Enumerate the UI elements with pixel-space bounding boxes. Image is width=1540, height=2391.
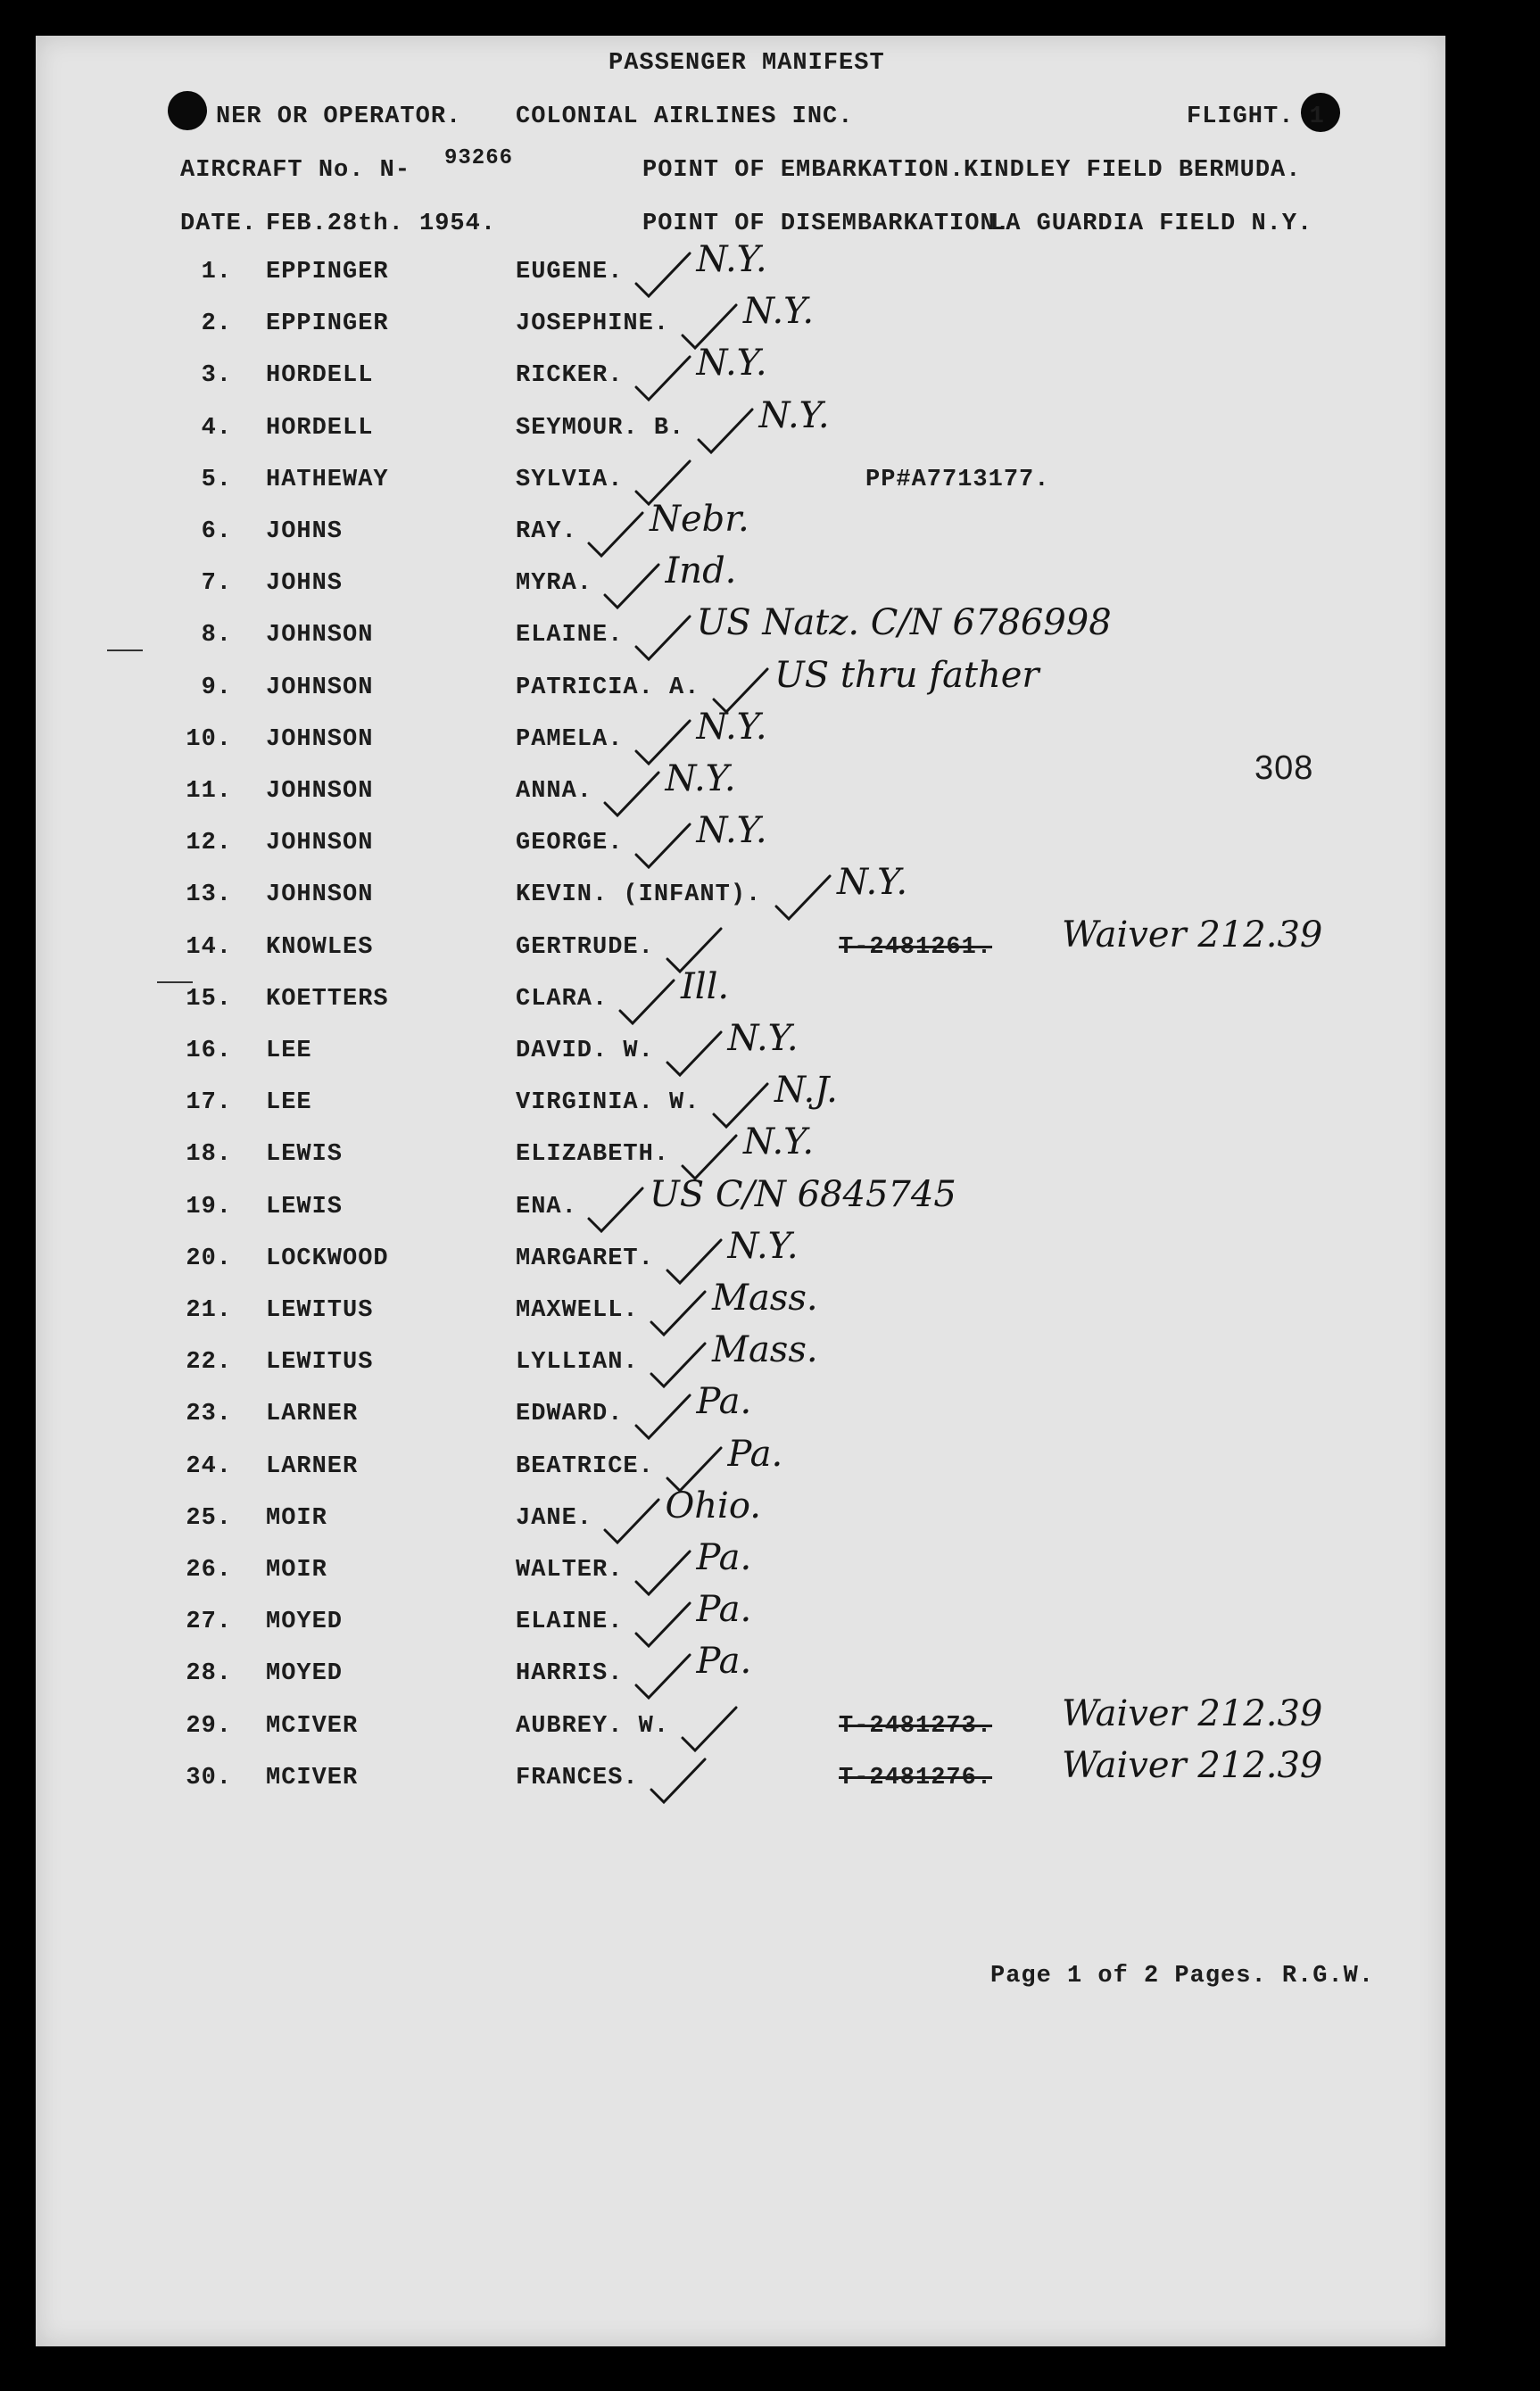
passenger-surname: MCIVER (266, 1712, 359, 1740)
passenger-number: 4. (201, 414, 232, 442)
check-mark-icon (601, 561, 664, 615)
owner-value: COLONIAL AIRLINES INC. (516, 103, 854, 130)
date-label: DATE. (180, 211, 258, 237)
stamp-number: 308 (1254, 749, 1314, 787)
check-mark-icon (633, 1651, 695, 1705)
passenger-surname: KOETTERS (266, 985, 389, 1013)
passenger-number: 13. (186, 881, 232, 909)
passenger-document-number: T-2481261. (839, 933, 993, 961)
passenger-given-name: HARRIS. (516, 1660, 624, 1688)
passenger-given-name: RAY. (516, 518, 577, 545)
check-mark-icon (633, 353, 695, 407)
passenger-number: 2. (201, 310, 232, 338)
handwritten-annotation: Nebr. (650, 499, 749, 540)
passenger-surname: EPPINGER (266, 310, 389, 338)
passenger-given-name: AUBREY. W. (516, 1712, 670, 1740)
check-mark-icon (601, 769, 664, 823)
passenger-given-name: PAMELA. (516, 725, 624, 753)
passenger-surname: LEE (266, 1089, 312, 1117)
check-mark-icon (633, 1548, 695, 1601)
passenger-number: 6. (201, 518, 232, 545)
margin-tick-14 (157, 981, 193, 983)
check-mark-icon (585, 509, 648, 563)
passenger-surname: HORDELL (266, 362, 374, 390)
margin-tick-8 (107, 649, 143, 651)
passenger-number: 3. (201, 362, 232, 390)
check-mark-icon (633, 1392, 695, 1445)
passenger-surname: LEE (266, 1038, 312, 1064)
passenger-number: 21. (186, 1297, 232, 1324)
passenger-given-name: GERTRUDE. (516, 933, 654, 961)
passenger-number: 30. (186, 1764, 232, 1791)
disembarkation-label: POINT OF DISEMBARKATION. (642, 211, 1011, 237)
passenger-surname: EPPINGER (266, 259, 389, 285)
passenger-number: 27. (186, 1609, 232, 1636)
passenger-number: 20. (186, 1245, 232, 1272)
handwritten-annotation: N.Y. (727, 1018, 799, 1059)
handwritten-annotation: N.Y. (743, 1121, 815, 1163)
passenger-number: 16. (186, 1038, 232, 1064)
aircraft-label: AIRCRAFT No. N- (180, 157, 411, 184)
handwritten-annotation: Ohio. (665, 1485, 761, 1526)
embarkation-value: KINDLEY FIELD BERMUDA. (964, 157, 1302, 184)
passenger-surname: LEWITUS (266, 1349, 374, 1377)
passenger-given-name: MYRA. (516, 570, 593, 598)
passenger-number: 22. (186, 1349, 232, 1377)
passenger-row (36, 1744, 1445, 1816)
handwritten-annotation: N.Y. (758, 394, 830, 436)
passenger-number: 11. (186, 778, 232, 805)
handwritten-annotation: Pa. (696, 1537, 752, 1578)
check-mark-icon (773, 873, 835, 926)
passenger-given-name: ENA. (516, 1193, 577, 1220)
disembarkation-value: LA GUARDIA FIELD N.Y. (990, 211, 1313, 237)
passenger-row (36, 394, 1445, 467)
passenger-given-name: EUGENE. (516, 259, 624, 285)
passenger-given-name: MAXWELL. (516, 1297, 639, 1324)
passenger-given-name: VIRGINIA. W. (516, 1089, 700, 1117)
passenger-surname: MOYED (266, 1609, 344, 1636)
manifest-title: PASSENGER MANIFEST (609, 50, 885, 77)
passenger-given-name: ELAINE. (516, 622, 624, 649)
passenger-given-name: RICKER. (516, 362, 624, 390)
passenger-row (36, 706, 1445, 778)
passenger-number: 19. (186, 1193, 232, 1220)
check-mark-icon (664, 1029, 726, 1082)
handwritten-annotation: N.Y. (743, 291, 815, 333)
check-mark-icon (648, 1288, 710, 1342)
handwritten-annotation: US C/N 6845745 (650, 1173, 956, 1215)
aircraft-number: 93266 (444, 146, 514, 170)
passenger-number: 28. (186, 1660, 232, 1688)
passenger-surname: JOHNSON (266, 674, 374, 701)
passenger-number: 1. (201, 259, 232, 285)
check-mark-icon (633, 1600, 695, 1653)
passenger-number: 8. (201, 622, 232, 649)
passenger-row (36, 914, 1445, 986)
passenger-given-name: GEORGE. (516, 830, 624, 857)
passenger-given-name: SEYMOUR. B. (516, 414, 685, 442)
handwritten-annotation: Pa. (696, 1641, 752, 1683)
check-mark-icon (679, 1704, 741, 1758)
handwritten-annotation: N.Y. (696, 810, 767, 852)
passenger-number: 18. (186, 1141, 232, 1169)
check-mark-icon (633, 250, 695, 303)
passenger-given-name: SYLVIA. (516, 466, 624, 493)
punch-hole-left (168, 91, 207, 130)
handwritten-annotation: Pa. (696, 1381, 752, 1423)
passenger-surname: HATHEWAY (266, 466, 389, 493)
passenger-number: 15. (186, 985, 232, 1013)
handwritten-annotation: N.Y. (696, 343, 767, 385)
passenger-given-name: ANNA. (516, 778, 593, 805)
passenger-given-name: PATRICIA. A. (516, 674, 700, 701)
passenger-number: 14. (186, 933, 232, 961)
handwritten-annotation: N.Y. (665, 758, 736, 799)
passenger-surname: LEWITUS (266, 1297, 374, 1324)
passenger-number: 25. (186, 1504, 232, 1532)
passenger-row (36, 499, 1445, 570)
passenger-surname: JOHNSON (266, 622, 374, 649)
handwritten-annotation: US Natz. C/N 6786998 (696, 602, 1112, 644)
passenger-given-name: JANE. (516, 1504, 593, 1532)
passenger-surname: LOCKWOOD (266, 1245, 389, 1272)
handwritten-annotation: N.J. (774, 1070, 838, 1112)
passenger-number: 26. (186, 1557, 232, 1584)
passenger-surname: JOHNSON (266, 830, 374, 857)
passenger-number: 23. (186, 1401, 232, 1428)
passenger-given-name: ELIZABETH. (516, 1141, 670, 1169)
passenger-given-name: FRANCES. (516, 1764, 639, 1791)
passenger-surname: MCIVER (266, 1764, 359, 1791)
passenger-surname: JOHNSON (266, 881, 374, 909)
passenger-document-number: T-2481276. (839, 1764, 993, 1791)
page-footer: Page 1 of 2 Pages. R.G.W. (990, 1963, 1375, 1990)
passenger-number: 7. (201, 570, 232, 598)
date-value: FEB.28th. 1954. (266, 211, 497, 237)
passenger-surname: JOHNSON (266, 725, 374, 753)
handwritten-annotation: N.Y. (837, 862, 908, 904)
check-mark-icon (648, 1756, 710, 1809)
passenger-surname: HORDELL (266, 414, 374, 442)
passenger-number: 24. (186, 1452, 232, 1480)
passenger-surname: MOIR (266, 1557, 327, 1584)
passenger-surname: JOHNSON (266, 778, 374, 805)
handwritten-annotation: Ind. (665, 550, 737, 592)
passenger-number: 10. (186, 725, 232, 753)
passenger-document-number: T-2481273. (839, 1712, 993, 1740)
passenger-given-name: CLARA. (516, 985, 609, 1013)
passenger-surname: MOYED (266, 1660, 344, 1688)
handwritten-annotation: Waiver 212.39 (1062, 1744, 1323, 1786)
passenger-surname: JOHNS (266, 518, 344, 545)
passenger-given-name: LYLLIAN. (516, 1349, 639, 1377)
passenger-number: 12. (186, 830, 232, 857)
passenger-surname: MOIR (266, 1504, 327, 1532)
handwritten-annotation: Waiver 212.39 (1062, 1692, 1323, 1734)
handwritten-annotation: Waiver 212.39 (1062, 914, 1323, 956)
passenger-given-name: BEATRICE. (516, 1452, 654, 1480)
passenger-row (36, 810, 1445, 881)
handwritten-annotation: Pa. (696, 1589, 752, 1631)
passenger-number: 5. (201, 466, 232, 493)
passenger-surname: LEWIS (266, 1193, 344, 1220)
passenger-surname: JOHNS (266, 570, 344, 598)
check-mark-icon (585, 1185, 648, 1238)
flight-label: FLIGHT. 1 (1187, 103, 1325, 130)
passenger-given-name: DAVID. W. (516, 1038, 654, 1064)
passenger-number: 29. (186, 1712, 232, 1740)
handwritten-annotation: N.Y. (727, 1225, 799, 1267)
passenger-number: 17. (186, 1089, 232, 1117)
passenger-surname: LEWIS (266, 1141, 344, 1169)
check-mark-icon (695, 406, 758, 459)
passenger-surname: LARNER (266, 1452, 359, 1480)
passenger-number: 9. (201, 674, 232, 701)
handwritten-annotation: US thru father (774, 654, 1039, 696)
passenger-surname: KNOWLES (266, 933, 374, 961)
check-mark-icon (633, 613, 695, 666)
check-mark-icon (633, 821, 695, 874)
manifest-page (36, 36, 1445, 2346)
passenger-given-name: EDWARD. (516, 1401, 624, 1428)
passenger-given-name: JOSEPHINE. (516, 310, 670, 338)
handwritten-annotation: N.Y. (696, 239, 767, 280)
passenger-given-name: KEVIN. (INFANT). (516, 881, 762, 909)
handwritten-annotation: Pa. (727, 1433, 783, 1475)
passenger-given-name: WALTER. (516, 1557, 624, 1584)
check-mark-icon (601, 1496, 664, 1550)
handwritten-annotation: N.Y. (696, 706, 767, 748)
embarkation-label: POINT OF EMBARKATION. (642, 157, 965, 184)
passenger-surname: LARNER (266, 1401, 359, 1428)
passenger-document-number: PP#A7713177. (865, 466, 1050, 493)
owner-label: NER OR OPERATOR. (216, 103, 462, 130)
passenger-given-name: ELAINE. (516, 1609, 624, 1636)
check-mark-icon (617, 977, 679, 1030)
handwritten-annotation: Mass. (712, 1278, 818, 1319)
handwritten-annotation: Mass. (712, 1329, 818, 1371)
handwritten-annotation: Ill. (681, 965, 730, 1007)
passenger-given-name: MARGARET. (516, 1245, 654, 1272)
